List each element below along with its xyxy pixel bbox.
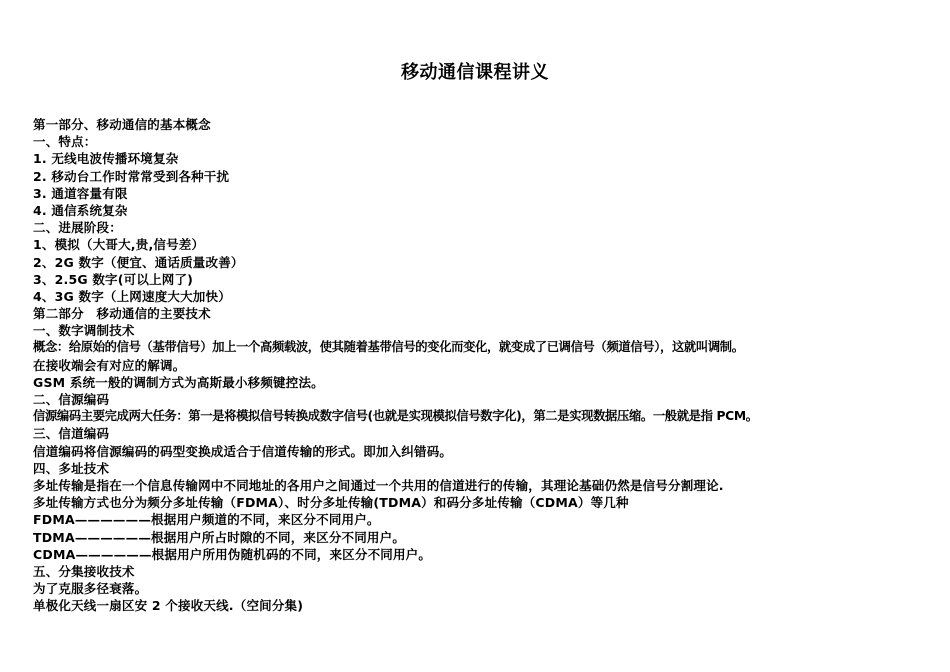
subheading-source-coding: 二、信源编码 [33,392,110,407]
subheading-digital-modulation: 一、数字调制技术 [33,323,135,339]
list-item: 4. 通信系统复杂 [33,202,128,218]
section-heading-part-one: 第一部分、移动通信的基本概念 [33,117,211,132]
subheading-channel-coding: 三、信道编码 [33,426,110,442]
section-heading-part-two: 第二部分 移动通信的主要技术 [33,306,211,322]
list-item: 3、2.5G 数字(可以上网了) [33,271,194,287]
list-item: 1. 无线电波传播环境复杂 [33,151,179,167]
paragraph-line: 在接收端会有对应的解调。 [33,357,186,373]
document-body [33,116,938,614]
paragraph-line: 为了克服多径衰落。 [33,581,148,597]
paragraph-line: 多址传输是指在一个信息传输网中不同地址的各用户之间通过一个共用的信道进行的传输，其理论基础仍然是信号分割理论. [33,477,724,493]
list-item: 2、2G 数字（便宜、通话质量改善） [33,254,244,270]
paragraph-line: 信源编码主要完成两大任务：第一是将模拟信号转换成数字信号(也就是实现模拟信号数字化)，第二是实现数据压缩。一般就是指 PCM。 [33,409,758,424]
list-item: 4、3G 数字（上网速度大大加快） [33,288,231,304]
paragraph-line: GSM 系统一般的调制方式为高斯最小移频键控法。 [33,374,324,390]
subheading-multiple-access: 四、多址技术 [33,460,110,476]
paragraph-line: 多址传输方式也分为频分多址传输（FDMA）、时分多址传输(TDMA）和码分多址传输（CDMA）等几种 [33,495,629,511]
definition-line-tdma: TDMA——————根据用户所占时隙的不同，来区分不同用户。 [33,529,406,545]
list-item: 2. 移动台工作时常常受到各种干扰 [33,168,230,184]
list-item: 3. 通道容量有限 [33,185,128,201]
subheading-development-stages: 二、进展阶段： [33,220,122,236]
paragraph-line: 信道编码将信源编码的码型变换成适合于信道传输的形式。即加入纠错码。 [33,443,453,459]
definition-line-fdma: FDMA——————根据用户频道的不同，来区分不同用户。 [33,512,380,528]
paragraph-line: 概念：给原始的信号（基带信号）加上一个高频载波，使其随着基带信号的变化而变化，就变成了已调信号（频道信号），这就叫调制。 [33,340,744,355]
list-item: 1、模拟（大哥大,贵,信号差） [33,237,205,253]
subheading-features: 一、特点： [33,134,97,150]
document-title: 移动通信课程讲义 [401,62,549,83]
paragraph-line: 单极化天线一扇区安 2 个接收天线.（空间分集) [33,598,304,614]
subheading-diversity-reception: 五、分集接收技术 [33,563,135,579]
definition-line-cdma: CDMA——————根据用户所用伪随机码的不同，来区分不同用户。 [33,546,432,562]
